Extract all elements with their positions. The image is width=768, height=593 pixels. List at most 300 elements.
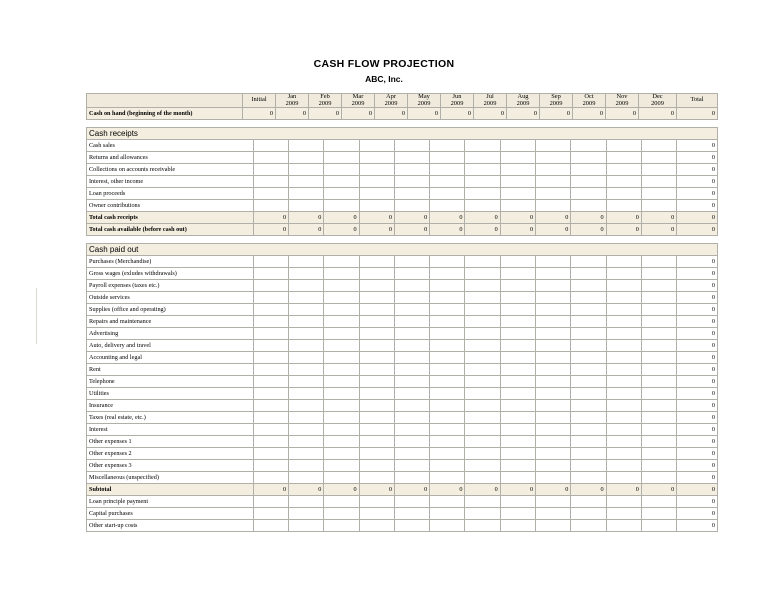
cash-paid-out-cell-21-6[interactable] (465, 508, 500, 520)
cash-paid-out-cell-3-7[interactable] (500, 292, 535, 304)
cell-cash-on-hand-4[interactable]: 0 (375, 108, 408, 120)
cash-receipts-cell-5-6[interactable] (465, 200, 500, 212)
cash-paid-out-cell-1-7[interactable] (500, 268, 535, 280)
cash-paid-out-cell-12-11[interactable] (641, 400, 676, 412)
cash-receipts-cell-5-1[interactable] (289, 200, 324, 212)
cash-paid-out-cell-6-0[interactable] (253, 328, 288, 340)
cash-paid-out-cell-5-7[interactable] (500, 316, 535, 328)
cash-paid-out-cell-0-4[interactable] (394, 256, 429, 268)
cash-paid-out-cell-19-1[interactable]: 0 (289, 484, 324, 496)
cash-paid-out-cell-12-10[interactable] (606, 400, 641, 412)
cash-receipts-cell-7-3[interactable]: 0 (359, 224, 394, 236)
cash-paid-out-cell-11-7[interactable] (500, 388, 535, 400)
cash-paid-out-cell-16-1[interactable] (289, 448, 324, 460)
cash-paid-out-cell-4-4[interactable] (394, 304, 429, 316)
cash-paid-out-cell-13-11[interactable] (641, 412, 676, 424)
cash-receipts-cell-7-5[interactable]: 0 (430, 224, 465, 236)
cash-paid-out-cell-20-11[interactable] (641, 496, 676, 508)
cell-cash-on-hand-5[interactable]: 0 (408, 108, 441, 120)
cash-receipts-cell-1-8[interactable] (536, 152, 571, 164)
cash-paid-out-cell-15-7[interactable] (500, 436, 535, 448)
cash-paid-out-cell-5-10[interactable] (606, 316, 641, 328)
cash-paid-out-cell-1-9[interactable] (571, 268, 606, 280)
cash-paid-out-cell-21-3[interactable] (359, 508, 394, 520)
cash-paid-out-cell-16-10[interactable] (606, 448, 641, 460)
cash-paid-out-cell-10-10[interactable] (606, 376, 641, 388)
cash-paid-out-cell-20-1[interactable] (289, 496, 324, 508)
cash-receipts-cell-3-0[interactable] (253, 176, 288, 188)
cash-receipts-cell-4-10[interactable] (606, 188, 641, 200)
cash-receipts-cell-2-8[interactable] (536, 164, 571, 176)
cash-paid-out-cell-15-2[interactable] (324, 436, 359, 448)
cash-paid-out-cell-5-8[interactable] (536, 316, 571, 328)
cash-receipts-cell-7-4[interactable]: 0 (394, 224, 429, 236)
cash-receipts-cell-0-11[interactable] (641, 140, 676, 152)
cash-receipts-cell-1-9[interactable] (571, 152, 606, 164)
cash-paid-out-cell-11-8[interactable] (536, 388, 571, 400)
cash-receipts-cell-1-7[interactable] (500, 152, 535, 164)
cash-receipts-cell-3-2[interactable] (324, 176, 359, 188)
cash-paid-out-cell-20-5[interactable] (430, 496, 465, 508)
cash-receipts-cell-2-9[interactable] (571, 164, 606, 176)
cash-paid-out-cell-6-11[interactable] (641, 328, 676, 340)
cash-paid-out-cell-7-3[interactable] (359, 340, 394, 352)
cash-receipts-cell-4-8[interactable] (536, 188, 571, 200)
cash-paid-out-cell-11-5[interactable] (430, 388, 465, 400)
cash-paid-out-cell-3-5[interactable] (430, 292, 465, 304)
cash-paid-out-cell-9-1[interactable] (289, 364, 324, 376)
cash-paid-out-cell-21-7[interactable] (500, 508, 535, 520)
cash-receipts-cell-0-1[interactable] (289, 140, 324, 152)
cash-paid-out-cell-7-6[interactable] (465, 340, 500, 352)
cash-paid-out-cell-8-3[interactable] (359, 352, 394, 364)
cash-paid-out-cell-10-2[interactable] (324, 376, 359, 388)
cash-paid-out-cell-18-1[interactable] (289, 472, 324, 484)
cash-paid-out-cell-3-6[interactable] (465, 292, 500, 304)
cash-paid-out-cell-7-5[interactable] (430, 340, 465, 352)
cash-receipts-cell-2-7[interactable] (500, 164, 535, 176)
cash-paid-out-cell-13-2[interactable] (324, 412, 359, 424)
cash-receipts-cell-2-0[interactable] (253, 164, 288, 176)
cash-paid-out-cell-10-3[interactable] (359, 376, 394, 388)
cash-receipts-cell-6-1[interactable]: 0 (289, 212, 324, 224)
cash-receipts-cell-2-11[interactable] (641, 164, 676, 176)
cell-cash-on-hand-6[interactable]: 0 (441, 108, 474, 120)
cash-receipts-cell-0-7[interactable] (500, 140, 535, 152)
cash-paid-out-cell-19-6[interactable]: 0 (465, 484, 500, 496)
cash-paid-out-cell-22-6[interactable] (465, 520, 500, 532)
cash-paid-out-cell-22-3[interactable] (359, 520, 394, 532)
cash-paid-out-cell-16-7[interactable] (500, 448, 535, 460)
cash-paid-out-cell-19-3[interactable]: 0 (359, 484, 394, 496)
cash-paid-out-cell-19-0[interactable]: 0 (253, 484, 288, 496)
cash-receipts-cell-6-9[interactable]: 0 (571, 212, 606, 224)
cash-paid-out-cell-15-3[interactable] (359, 436, 394, 448)
cash-paid-out-cell-20-4[interactable] (394, 496, 429, 508)
cash-paid-out-cell-7-9[interactable] (571, 340, 606, 352)
cash-receipts-cell-7-0[interactable]: 0 (253, 224, 288, 236)
cash-paid-out-cell-12-3[interactable] (359, 400, 394, 412)
cash-paid-out-cell-7-11[interactable] (641, 340, 676, 352)
cash-paid-out-cell-0-5[interactable] (430, 256, 465, 268)
cash-paid-out-cell-2-5[interactable] (430, 280, 465, 292)
cash-paid-out-cell-8-1[interactable] (289, 352, 324, 364)
cash-paid-out-cell-5-9[interactable] (571, 316, 606, 328)
cash-receipts-cell-3-11[interactable] (641, 176, 676, 188)
cash-receipts-cell-3-8[interactable] (536, 176, 571, 188)
cash-receipts-cell-4-7[interactable] (500, 188, 535, 200)
cash-receipts-cell-1-5[interactable] (430, 152, 465, 164)
cash-paid-out-cell-8-0[interactable] (253, 352, 288, 364)
cash-paid-out-cell-13-8[interactable] (536, 412, 571, 424)
cash-paid-out-cell-18-5[interactable] (430, 472, 465, 484)
cash-receipts-cell-5-10[interactable] (606, 200, 641, 212)
cash-receipts-cell-5-8[interactable] (536, 200, 571, 212)
cash-paid-out-cell-22-10[interactable] (606, 520, 641, 532)
cash-paid-out-cell-16-3[interactable] (359, 448, 394, 460)
cash-receipts-cell-0-5[interactable] (430, 140, 465, 152)
cell-cash-on-hand-8[interactable]: 0 (507, 108, 540, 120)
cash-receipts-cell-1-2[interactable] (324, 152, 359, 164)
cash-paid-out-cell-4-9[interactable] (571, 304, 606, 316)
cash-receipts-cell-5-3[interactable] (359, 200, 394, 212)
cash-paid-out-cell-11-6[interactable] (465, 388, 500, 400)
cash-paid-out-cell-2-9[interactable] (571, 280, 606, 292)
cash-paid-out-cell-15-0[interactable] (253, 436, 288, 448)
cash-paid-out-cell-9-4[interactable] (394, 364, 429, 376)
cash-paid-out-cell-4-8[interactable] (536, 304, 571, 316)
cash-paid-out-cell-8-9[interactable] (571, 352, 606, 364)
cash-paid-out-cell-2-11[interactable] (641, 280, 676, 292)
cash-paid-out-cell-17-6[interactable] (465, 460, 500, 472)
cash-receipts-cell-6-8[interactable]: 0 (536, 212, 571, 224)
cash-paid-out-cell-3-10[interactable] (606, 292, 641, 304)
cash-receipts-cell-0-2[interactable] (324, 140, 359, 152)
cash-paid-out-cell-0-8[interactable] (536, 256, 571, 268)
cash-receipts-cell-1-3[interactable] (359, 152, 394, 164)
cash-receipts-cell-1-11[interactable] (641, 152, 676, 164)
cash-paid-out-cell-3-1[interactable] (289, 292, 324, 304)
cash-paid-out-cell-14-3[interactable] (359, 424, 394, 436)
cash-paid-out-cell-19-8[interactable]: 0 (536, 484, 571, 496)
cash-paid-out-cell-4-7[interactable] (500, 304, 535, 316)
cash-paid-out-cell-13-6[interactable] (465, 412, 500, 424)
cash-paid-out-cell-1-5[interactable] (430, 268, 465, 280)
cash-receipts-cell-0-0[interactable] (253, 140, 288, 152)
cash-paid-out-cell-15-4[interactable] (394, 436, 429, 448)
cash-paid-out-cell-22-7[interactable] (500, 520, 535, 532)
cash-paid-out-cell-1-6[interactable] (465, 268, 500, 280)
cash-paid-out-cell-7-2[interactable] (324, 340, 359, 352)
cash-paid-out-cell-18-2[interactable] (324, 472, 359, 484)
cash-paid-out-cell-5-6[interactable] (465, 316, 500, 328)
cash-paid-out-cell-21-5[interactable] (430, 508, 465, 520)
cash-paid-out-cell-11-10[interactable] (606, 388, 641, 400)
cash-receipts-cell-5-11[interactable] (641, 200, 676, 212)
cash-paid-out-cell-2-4[interactable] (394, 280, 429, 292)
cash-paid-out-cell-1-0[interactable] (253, 268, 288, 280)
cash-paid-out-cell-12-8[interactable] (536, 400, 571, 412)
cash-paid-out-cell-17-10[interactable] (606, 460, 641, 472)
cash-paid-out-cell-5-4[interactable] (394, 316, 429, 328)
cash-paid-out-cell-10-11[interactable] (641, 376, 676, 388)
cash-paid-out-cell-17-4[interactable] (394, 460, 429, 472)
cash-paid-out-cell-9-7[interactable] (500, 364, 535, 376)
cash-paid-out-cell-5-1[interactable] (289, 316, 324, 328)
cash-paid-out-cell-1-1[interactable] (289, 268, 324, 280)
cash-paid-out-cell-17-3[interactable] (359, 460, 394, 472)
cash-paid-out-cell-3-8[interactable] (536, 292, 571, 304)
cash-paid-out-cell-20-2[interactable] (324, 496, 359, 508)
cash-receipts-cell-3-1[interactable] (289, 176, 324, 188)
cash-receipts-cell-5-7[interactable] (500, 200, 535, 212)
cash-paid-out-cell-8-2[interactable] (324, 352, 359, 364)
cash-receipts-cell-1-6[interactable] (465, 152, 500, 164)
cash-receipts-cell-1-0[interactable] (253, 152, 288, 164)
cash-receipts-cell-4-4[interactable] (394, 188, 429, 200)
cash-paid-out-cell-0-1[interactable] (289, 256, 324, 268)
cash-receipts-cell-7-2[interactable]: 0 (324, 224, 359, 236)
cash-paid-out-cell-17-8[interactable] (536, 460, 571, 472)
cash-receipts-cell-5-9[interactable] (571, 200, 606, 212)
cash-receipts-cell-3-4[interactable] (394, 176, 429, 188)
cash-paid-out-cell-22-0[interactable] (253, 520, 288, 532)
cash-receipts-cell-6-3[interactable]: 0 (359, 212, 394, 224)
cash-receipts-cell-6-2[interactable]: 0 (324, 212, 359, 224)
cash-paid-out-cell-13-9[interactable] (571, 412, 606, 424)
cash-paid-out-cell-19-9[interactable]: 0 (571, 484, 606, 496)
cash-paid-out-cell-22-1[interactable] (289, 520, 324, 532)
cash-paid-out-cell-8-10[interactable] (606, 352, 641, 364)
cash-receipts-cell-2-6[interactable] (465, 164, 500, 176)
cash-paid-out-cell-12-2[interactable] (324, 400, 359, 412)
cash-paid-out-cell-18-11[interactable] (641, 472, 676, 484)
cash-paid-out-cell-12-6[interactable] (465, 400, 500, 412)
cash-paid-out-cell-17-2[interactable] (324, 460, 359, 472)
cash-paid-out-cell-3-4[interactable] (394, 292, 429, 304)
cell-cash-on-hand-1[interactable]: 0 (276, 108, 309, 120)
cash-paid-out-cell-4-10[interactable] (606, 304, 641, 316)
cash-receipts-cell-1-1[interactable] (289, 152, 324, 164)
cash-paid-out-cell-11-4[interactable] (394, 388, 429, 400)
cash-paid-out-cell-14-7[interactable] (500, 424, 535, 436)
cash-paid-out-cell-17-1[interactable] (289, 460, 324, 472)
cash-paid-out-cell-0-10[interactable] (606, 256, 641, 268)
cash-paid-out-cell-14-2[interactable] (324, 424, 359, 436)
cash-paid-out-cell-15-6[interactable] (465, 436, 500, 448)
cash-receipts-cell-6-4[interactable]: 0 (394, 212, 429, 224)
cash-receipts-cell-0-9[interactable] (571, 140, 606, 152)
cash-receipts-cell-0-4[interactable] (394, 140, 429, 152)
cash-paid-out-cell-13-0[interactable] (253, 412, 288, 424)
cash-paid-out-cell-9-2[interactable] (324, 364, 359, 376)
cash-paid-out-cell-20-3[interactable] (359, 496, 394, 508)
cash-receipts-cell-2-5[interactable] (430, 164, 465, 176)
cash-paid-out-cell-15-10[interactable] (606, 436, 641, 448)
cash-paid-out-cell-22-4[interactable] (394, 520, 429, 532)
cash-paid-out-cell-1-11[interactable] (641, 268, 676, 280)
cash-paid-out-cell-8-11[interactable] (641, 352, 676, 364)
cash-paid-out-cell-8-4[interactable] (394, 352, 429, 364)
cash-paid-out-cell-1-10[interactable] (606, 268, 641, 280)
cash-paid-out-cell-18-9[interactable] (571, 472, 606, 484)
cash-paid-out-cell-19-11[interactable]: 0 (641, 484, 676, 496)
cash-paid-out-cell-11-2[interactable] (324, 388, 359, 400)
cash-paid-out-cell-11-0[interactable] (253, 388, 288, 400)
cash-paid-out-cell-6-2[interactable] (324, 328, 359, 340)
cash-paid-out-cell-18-0[interactable] (253, 472, 288, 484)
cash-paid-out-cell-16-2[interactable] (324, 448, 359, 460)
cash-paid-out-cell-15-1[interactable] (289, 436, 324, 448)
cash-receipts-cell-4-11[interactable] (641, 188, 676, 200)
cash-paid-out-cell-17-7[interactable] (500, 460, 535, 472)
cash-paid-out-cell-1-2[interactable] (324, 268, 359, 280)
cash-receipts-cell-7-1[interactable]: 0 (289, 224, 324, 236)
cash-paid-out-cell-1-3[interactable] (359, 268, 394, 280)
cash-paid-out-cell-3-9[interactable] (571, 292, 606, 304)
cash-receipts-cell-4-2[interactable] (324, 188, 359, 200)
cash-receipts-cell-6-10[interactable]: 0 (606, 212, 641, 224)
cash-paid-out-cell-16-5[interactable] (430, 448, 465, 460)
cash-receipts-cell-3-6[interactable] (465, 176, 500, 188)
cash-paid-out-cell-6-8[interactable] (536, 328, 571, 340)
cash-paid-out-cell-1-8[interactable] (536, 268, 571, 280)
cash-receipts-cell-6-0[interactable]: 0 (253, 212, 288, 224)
cash-paid-out-cell-12-4[interactable] (394, 400, 429, 412)
cash-paid-out-cell-8-6[interactable] (465, 352, 500, 364)
cash-paid-out-cell-9-3[interactable] (359, 364, 394, 376)
cash-paid-out-cell-0-0[interactable] (253, 256, 288, 268)
cash-receipts-cell-6-6[interactable]: 0 (465, 212, 500, 224)
cell-cash-on-hand-10[interactable]: 0 (573, 108, 606, 120)
cash-paid-out-cell-16-11[interactable] (641, 448, 676, 460)
cash-paid-out-cell-2-1[interactable] (289, 280, 324, 292)
cash-paid-out-cell-14-9[interactable] (571, 424, 606, 436)
cell-cash-on-hand-11[interactable]: 0 (606, 108, 639, 120)
cash-paid-out-cell-5-11[interactable] (641, 316, 676, 328)
cash-paid-out-cell-2-2[interactable] (324, 280, 359, 292)
cash-paid-out-cell-11-3[interactable] (359, 388, 394, 400)
cash-paid-out-cell-20-6[interactable] (465, 496, 500, 508)
cash-receipts-cell-3-9[interactable] (571, 176, 606, 188)
cash-paid-out-cell-4-0[interactable] (253, 304, 288, 316)
cash-paid-out-cell-0-7[interactable] (500, 256, 535, 268)
cash-paid-out-cell-14-0[interactable] (253, 424, 288, 436)
cash-paid-out-cell-1-4[interactable] (394, 268, 429, 280)
cash-paid-out-cell-16-0[interactable] (253, 448, 288, 460)
cash-paid-out-cell-12-0[interactable] (253, 400, 288, 412)
cash-paid-out-cell-9-5[interactable] (430, 364, 465, 376)
cash-paid-out-cell-6-3[interactable] (359, 328, 394, 340)
cash-paid-out-cell-21-10[interactable] (606, 508, 641, 520)
cash-paid-out-cell-2-7[interactable] (500, 280, 535, 292)
cash-receipts-cell-7-11[interactable]: 0 (641, 224, 676, 236)
cash-paid-out-cell-20-10[interactable] (606, 496, 641, 508)
cash-paid-out-cell-6-4[interactable] (394, 328, 429, 340)
cash-paid-out-cell-13-3[interactable] (359, 412, 394, 424)
cash-paid-out-cell-20-7[interactable] (500, 496, 535, 508)
cell-cash-on-hand-7[interactable]: 0 (474, 108, 507, 120)
cash-paid-out-cell-14-1[interactable] (289, 424, 324, 436)
cash-paid-out-cell-14-8[interactable] (536, 424, 571, 436)
cash-receipts-cell-2-1[interactable] (289, 164, 324, 176)
cash-paid-out-cell-4-6[interactable] (465, 304, 500, 316)
cash-paid-out-cell-7-1[interactable] (289, 340, 324, 352)
cell-cash-on-hand-3[interactable]: 0 (342, 108, 375, 120)
cash-paid-out-cell-19-4[interactable]: 0 (394, 484, 429, 496)
cash-paid-out-cell-14-11[interactable] (641, 424, 676, 436)
cash-receipts-cell-4-3[interactable] (359, 188, 394, 200)
cash-receipts-cell-7-9[interactable]: 0 (571, 224, 606, 236)
cash-paid-out-cell-9-11[interactable] (641, 364, 676, 376)
cash-paid-out-cell-14-4[interactable] (394, 424, 429, 436)
cash-paid-out-cell-17-9[interactable] (571, 460, 606, 472)
cash-receipts-cell-3-3[interactable] (359, 176, 394, 188)
cash-paid-out-cell-13-4[interactable] (394, 412, 429, 424)
cash-paid-out-cell-6-1[interactable] (289, 328, 324, 340)
cash-paid-out-cell-9-0[interactable] (253, 364, 288, 376)
cash-paid-out-cell-2-0[interactable] (253, 280, 288, 292)
cash-paid-out-cell-0-11[interactable] (641, 256, 676, 268)
cash-paid-out-cell-18-4[interactable] (394, 472, 429, 484)
cell-cash-on-hand-9[interactable]: 0 (540, 108, 573, 120)
cash-receipts-cell-0-3[interactable] (359, 140, 394, 152)
cash-paid-out-cell-11-1[interactable] (289, 388, 324, 400)
cash-paid-out-cell-20-8[interactable] (536, 496, 571, 508)
cash-paid-out-cell-19-2[interactable]: 0 (324, 484, 359, 496)
cash-paid-out-cell-19-10[interactable]: 0 (606, 484, 641, 496)
cash-paid-out-cell-3-2[interactable] (324, 292, 359, 304)
cash-paid-out-cell-10-7[interactable] (500, 376, 535, 388)
cash-paid-out-cell-8-8[interactable] (536, 352, 571, 364)
cash-paid-out-cell-21-0[interactable] (253, 508, 288, 520)
cash-paid-out-cell-15-11[interactable] (641, 436, 676, 448)
cash-receipts-cell-2-2[interactable] (324, 164, 359, 176)
cash-receipts-cell-1-4[interactable] (394, 152, 429, 164)
cash-paid-out-cell-9-8[interactable] (536, 364, 571, 376)
cash-paid-out-cell-21-1[interactable] (289, 508, 324, 520)
cash-paid-out-cell-21-2[interactable] (324, 508, 359, 520)
cash-paid-out-cell-7-4[interactable] (394, 340, 429, 352)
cash-paid-out-cell-13-5[interactable] (430, 412, 465, 424)
cash-paid-out-cell-10-6[interactable] (465, 376, 500, 388)
cash-paid-out-cell-18-8[interactable] (536, 472, 571, 484)
cash-paid-out-cell-21-4[interactable] (394, 508, 429, 520)
cash-paid-out-cell-9-6[interactable] (465, 364, 500, 376)
cash-paid-out-cell-16-4[interactable] (394, 448, 429, 460)
cash-receipts-cell-7-10[interactable]: 0 (606, 224, 641, 236)
cash-receipts-cell-5-0[interactable] (253, 200, 288, 212)
cash-paid-out-cell-5-5[interactable] (430, 316, 465, 328)
cash-paid-out-cell-18-7[interactable] (500, 472, 535, 484)
cash-paid-out-cell-2-8[interactable] (536, 280, 571, 292)
cash-paid-out-cell-6-9[interactable] (571, 328, 606, 340)
cash-paid-out-cell-4-1[interactable] (289, 304, 324, 316)
cash-receipts-cell-6-7[interactable]: 0 (500, 212, 535, 224)
cash-paid-out-cell-3-3[interactable] (359, 292, 394, 304)
cash-paid-out-cell-2-3[interactable] (359, 280, 394, 292)
cash-paid-out-cell-9-10[interactable] (606, 364, 641, 376)
cash-paid-out-cell-14-6[interactable] (465, 424, 500, 436)
cash-paid-out-cell-5-3[interactable] (359, 316, 394, 328)
cash-paid-out-cell-4-2[interactable] (324, 304, 359, 316)
cash-receipts-cell-2-10[interactable] (606, 164, 641, 176)
cash-paid-out-cell-11-9[interactable] (571, 388, 606, 400)
cash-paid-out-cell-8-5[interactable] (430, 352, 465, 364)
cell-cash-on-hand-0[interactable]: 0 (243, 108, 276, 120)
cash-paid-out-cell-21-8[interactable] (536, 508, 571, 520)
cash-paid-out-cell-16-9[interactable] (571, 448, 606, 460)
